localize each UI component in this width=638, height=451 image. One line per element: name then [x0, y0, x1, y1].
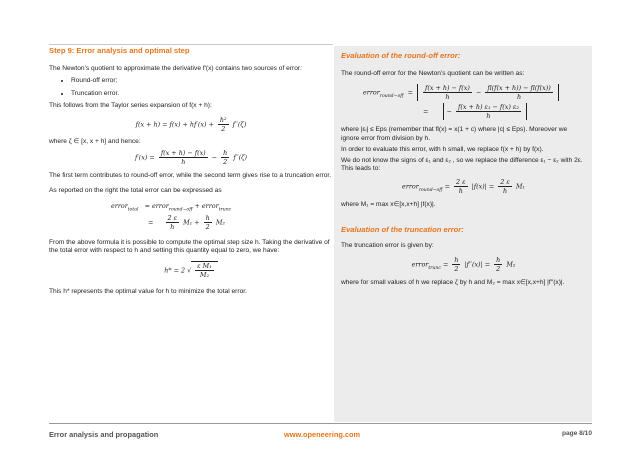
- equation-text: + error: [194, 201, 219, 210]
- numerator: 2 ε: [455, 178, 466, 187]
- equation-text: |f′′(x)| =: [464, 260, 491, 269]
- heading-underline: [49, 44, 333, 45]
- denominator: h: [181, 158, 186, 167]
- first-term-text: The first term contributes to round-off error, while the second term gives rise to a truncation error.: [49, 172, 332, 180]
- where-eps-text: where |εᵢ| ≤ Eps (remember that fl(x) = x(1 + c) where |c| ≤ Eps). Moreover we ignore error from division by h.: [341, 126, 568, 142]
- roundoff-equation-3: [341, 178, 586, 195]
- fraction: [166, 214, 180, 231]
- signs-text: We do not know the signs of ε₁ and ε₂ , so we replace the difference ε₁ − ε₂ with 2ε. This leads to:: [341, 157, 583, 173]
- subscript: total: [127, 206, 139, 212]
- equation-text: error: [402, 182, 419, 191]
- numerator: h²: [219, 116, 227, 125]
- taylor-intro: This follows from the Taylor series expansion of f(x + h):: [49, 101, 212, 109]
- denominator: 2: [221, 125, 226, 134]
- fraction: [221, 149, 229, 166]
- numerator: ε M₁: [197, 262, 212, 271]
- fraction: [485, 84, 552, 101]
- page-number: page 8/10: [561, 430, 592, 437]
- where-m2-text: where for small values of h we replace ζ by h and M₂ = max x∈[x,x+h] |f′′(x)|.: [341, 279, 565, 287]
- equation-text: error: [363, 88, 380, 97]
- subscript: round−off: [379, 94, 404, 100]
- fraction: [498, 178, 512, 195]
- section-heading: Step 9: Error analysis and optimal step: [49, 46, 190, 55]
- denominator: 2: [205, 222, 210, 231]
- equation-text: h* = 2: [164, 266, 186, 275]
- as-reported-text: As reported on the right the total error can be expressed as: [49, 187, 222, 195]
- denominator: h: [458, 187, 463, 196]
- list-item: • Round-off error;: [71, 77, 333, 85]
- equation-text: −: [211, 153, 218, 162]
- from-above-text: From the above formula it is possible to compute the optimal step size h. Taking the derivative of the total error with respect to h and setting this quantity equal to zero, we have:: [49, 238, 330, 255]
- fraction: [423, 84, 472, 101]
- equation-text: error: [411, 260, 429, 269]
- equation-text: |f(x)| =: [471, 182, 495, 191]
- fraction: [159, 149, 208, 166]
- denominator: 2: [454, 265, 459, 274]
- hstar-note: This h* represents the optimal value for h to minimize the total error.: [49, 288, 247, 296]
- equation-text: f(x + h) = f(x) + hf′(x) +: [135, 120, 214, 129]
- denominator: 2: [496, 265, 501, 274]
- denominator: h: [516, 93, 522, 102]
- minus-sign: −: [446, 107, 452, 116]
- page-footer: [49, 430, 592, 442]
- subscript: round−off: [168, 206, 193, 212]
- footer-divider: [49, 423, 592, 424]
- right-column-panel: [334, 46, 592, 422]
- numerator: h: [496, 256, 501, 265]
- equation-text: =: [423, 107, 429, 116]
- absolute-value: [443, 103, 527, 120]
- fraction: [494, 256, 502, 273]
- footer-link[interactable]: www.openeering.com: [284, 430, 361, 439]
- roundoff-heading: Evaluation of the round-off error:: [341, 51, 461, 60]
- intro-text: The Newton’s quotient to approximate the derivative f′(x) contains two sources of error:: [49, 65, 302, 73]
- truncation-heading: Evaluation of the truncation error:: [341, 224, 464, 234]
- optimal-step-equation: [49, 261, 333, 279]
- equation-text: = error: [144, 201, 169, 210]
- truncation-equation: [341, 256, 586, 273]
- numerator: h: [205, 213, 210, 222]
- equation-text: error: [111, 201, 128, 210]
- denominator: h: [486, 112, 491, 121]
- numerator: fl(f(x + h)) − fl(f(x)): [487, 84, 551, 93]
- equation-text: f′(x) =: [134, 153, 155, 162]
- fraction: [456, 103, 521, 120]
- numerator: f(x + h) ε₁ − f(x) ε₂: [458, 103, 519, 112]
- fraction: [204, 214, 212, 231]
- equation-text: −: [475, 88, 482, 97]
- sqrt-icon: √: [187, 266, 192, 275]
- numerator: 2 ε: [500, 178, 510, 187]
- denominator: M₂: [199, 271, 210, 280]
- sqrt-body: [191, 261, 218, 279]
- equation-text: M₁ +: [183, 218, 200, 227]
- denominator: 2: [223, 158, 228, 167]
- where-m1-text: where M₁ = max x∈[x,x+h] |f(x)|.: [341, 201, 436, 209]
- denominator: h: [502, 187, 508, 196]
- roundoff-intro: The round-off error for the Newton’s quotient can be written as:: [341, 70, 525, 78]
- footer-title: Error analysis and propagation: [49, 430, 159, 439]
- total-error-equation-2: [49, 214, 333, 231]
- fraction: [454, 178, 468, 195]
- numerator: h: [223, 149, 228, 158]
- list-item: • Truncation error.: [71, 90, 333, 98]
- total-error-equation: [49, 202, 333, 212]
- evaluate-text: In order to evaluate this error, with h small, we replace f(x + h) by f(x).: [341, 145, 544, 153]
- equation-text: M₁: [515, 182, 525, 191]
- subscript: trunc: [218, 206, 232, 212]
- numerator: f(x + h) − f(x): [425, 84, 470, 93]
- left-column: [49, 47, 333, 297]
- subscript: trunc: [428, 265, 441, 271]
- numerator: h: [454, 256, 459, 265]
- numerator: f(x + h) − f(x): [160, 149, 206, 158]
- equation-text: f′′(ζ): [233, 153, 248, 162]
- absolute-value: [417, 84, 559, 101]
- derivative-equation: [49, 149, 333, 166]
- denominator: h: [445, 93, 450, 102]
- numerator: 2 ε: [167, 213, 178, 222]
- roundoff-equation-2: [341, 103, 586, 120]
- taylor-equation: [49, 116, 333, 133]
- equation-text: M₂: [215, 218, 225, 227]
- equation-text: M₂: [506, 260, 516, 269]
- roundoff-equation: [341, 84, 586, 101]
- equation-text: =: [444, 182, 450, 191]
- equation-text: =: [148, 218, 154, 227]
- denominator: h: [170, 222, 175, 231]
- fraction: [218, 116, 229, 133]
- equation-text: f′′(ζ): [232, 120, 247, 129]
- subscript: round−off: [418, 188, 443, 194]
- where-zeta: where ζ ∈ [x, x + h] and hence:: [49, 138, 141, 146]
- truncation-intro: The truncation error is given by:: [341, 241, 434, 249]
- fraction: [195, 262, 214, 279]
- error-source-list: [49, 77, 333, 97]
- equation-text: =: [442, 260, 449, 269]
- equation-text: =: [407, 88, 413, 97]
- fraction: [452, 256, 460, 273]
